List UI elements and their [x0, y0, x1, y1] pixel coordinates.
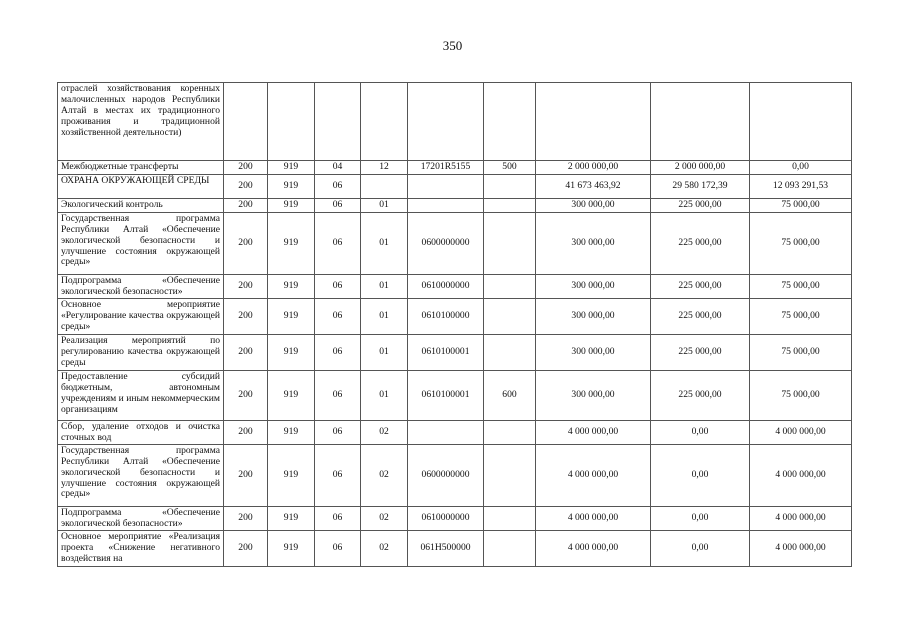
table-row — [58, 198, 852, 212]
row-amount-federal: 4 000 000,00 — [750, 506, 852, 530]
row-code-admin: 200 — [224, 530, 268, 566]
row-amount-federal: 75 000,00 — [750, 334, 852, 370]
table-row — [58, 420, 852, 444]
row-section: 06 — [315, 212, 361, 274]
row-expense-type — [484, 530, 536, 566]
row-expense-type — [484, 212, 536, 274]
row-amount-total: 300 000,00 — [536, 212, 651, 274]
row-target-article: 17201R5155 — [408, 161, 484, 175]
row-amount-regional: 0,00 — [651, 444, 750, 506]
row-expense-type — [484, 334, 536, 370]
row-code-ministry: 919 — [268, 334, 315, 370]
row-amount-regional: 2 000 000,00 — [651, 161, 750, 175]
row-amount-total: 300 000,00 — [536, 298, 651, 334]
row-expense-type: 600 — [484, 370, 536, 420]
row-target-article — [408, 83, 484, 161]
row-section: 06 — [315, 174, 361, 198]
row-code-admin: 200 — [224, 274, 268, 298]
row-amount-federal: 4 000 000,00 — [750, 444, 852, 506]
row-amount-regional: 225 000,00 — [651, 370, 750, 420]
row-amount-total: 300 000,00 — [536, 334, 651, 370]
row-amount-regional: 0,00 — [651, 420, 750, 444]
row-code-ministry: 919 — [268, 444, 315, 506]
row-name: Сбор, удаление отходов и очистка сточных вод — [58, 420, 224, 444]
row-amount-federal — [750, 83, 852, 161]
row-amount-regional: 225 000,00 — [651, 198, 750, 212]
row-amount-regional — [651, 83, 750, 161]
row-amount-total: 300 000,00 — [536, 370, 651, 420]
row-section: 06 — [315, 298, 361, 334]
row-subsection: 01 — [361, 198, 408, 212]
row-code-admin: 200 — [224, 420, 268, 444]
row-target-article: 0600000000 — [408, 444, 484, 506]
row-section — [315, 83, 361, 161]
row-subsection: 02 — [361, 530, 408, 566]
row-name: Реализация мероприятий по регулированию качества окружающей среды — [58, 334, 224, 370]
row-amount-regional: 225 000,00 — [651, 334, 750, 370]
row-amount-federal: 0,00 — [750, 161, 852, 175]
row-amount-total: 4 000 000,00 — [536, 444, 651, 506]
row-amount-federal: 75 000,00 — [750, 274, 852, 298]
row-target-article — [408, 174, 484, 198]
row-code-admin — [224, 83, 268, 161]
budget-table — [57, 82, 852, 567]
table-row — [58, 334, 852, 370]
row-amount-federal: 4 000 000,00 — [750, 530, 852, 566]
row-amount-federal: 12 093 291,53 — [750, 174, 852, 198]
row-amount-total: 300 000,00 — [536, 198, 651, 212]
table-row — [58, 174, 852, 198]
row-target-article — [408, 420, 484, 444]
row-code-admin: 200 — [224, 174, 268, 198]
row-code-admin: 200 — [224, 444, 268, 506]
row-section: 06 — [315, 370, 361, 420]
row-code-ministry: 919 — [268, 298, 315, 334]
row-target-article: 061Н500000 — [408, 530, 484, 566]
row-amount-regional: 225 000,00 — [651, 298, 750, 334]
row-target-article: 0610000000 — [408, 274, 484, 298]
row-target-article: 0610100001 — [408, 370, 484, 420]
row-subsection: 01 — [361, 274, 408, 298]
row-code-ministry: 919 — [268, 198, 315, 212]
table-row — [58, 444, 852, 506]
row-expense-type — [484, 198, 536, 212]
row-subsection — [361, 83, 408, 161]
table-row — [58, 506, 852, 530]
row-amount-total: 4 000 000,00 — [536, 420, 651, 444]
row-section: 06 — [315, 334, 361, 370]
row-amount-total — [536, 83, 651, 161]
row-section: 06 — [315, 198, 361, 212]
row-code-admin: 200 — [224, 161, 268, 175]
row-code-ministry: 919 — [268, 530, 315, 566]
row-code-admin: 200 — [224, 506, 268, 530]
row-amount-regional: 29 580 172,39 — [651, 174, 750, 198]
row-subsection: 01 — [361, 370, 408, 420]
row-subsection: 02 — [361, 420, 408, 444]
row-code-admin: 200 — [224, 334, 268, 370]
row-amount-federal: 75 000,00 — [750, 298, 852, 334]
row-target-article: 0610100001 — [408, 334, 484, 370]
row-name: Предоставление субсидий бюджетным, автономным учреждениям и иным некоммерческим организациям — [58, 370, 224, 420]
row-amount-total: 4 000 000,00 — [536, 506, 651, 530]
row-section: 06 — [315, 530, 361, 566]
row-amount-total: 300 000,00 — [536, 274, 651, 298]
row-amount-regional: 225 000,00 — [651, 212, 750, 274]
row-name: Экологический контроль — [58, 198, 224, 212]
row-amount-federal: 75 000,00 — [750, 198, 852, 212]
row-code-ministry — [268, 83, 315, 161]
table-row — [58, 161, 852, 175]
row-name: Подпрограмма «Обеспечение экологической безопасности» — [58, 274, 224, 298]
row-target-article: 0600000000 — [408, 212, 484, 274]
row-expense-type — [484, 506, 536, 530]
row-section: 06 — [315, 420, 361, 444]
row-amount-total: 4 000 000,00 — [536, 530, 651, 566]
row-name: Основное мероприятие «Реализация проекта «Снижение негативного воздействия на — [58, 530, 224, 566]
table-row — [58, 298, 852, 334]
row-subsection: 01 — [361, 334, 408, 370]
row-target-article — [408, 198, 484, 212]
row-name: Основное мероприятие «Регулирование качества окружающей среды» — [58, 298, 224, 334]
row-section: 06 — [315, 444, 361, 506]
row-amount-regional: 225 000,00 — [651, 274, 750, 298]
row-code-ministry: 919 — [268, 274, 315, 298]
row-code-admin: 200 — [224, 198, 268, 212]
row-amount-total: 41 673 463,92 — [536, 174, 651, 198]
row-name: ОХРАНА ОКРУЖАЮЩЕЙ СРЕДЫ — [58, 174, 224, 198]
row-expense-type — [484, 444, 536, 506]
row-code-ministry: 919 — [268, 174, 315, 198]
row-subsection: 01 — [361, 298, 408, 334]
row-amount-regional: 0,00 — [651, 506, 750, 530]
row-amount-federal: 4 000 000,00 — [750, 420, 852, 444]
row-target-article: 0610100000 — [408, 298, 484, 334]
row-code-ministry: 919 — [268, 161, 315, 175]
row-code-ministry: 919 — [268, 506, 315, 530]
row-section: 04 — [315, 161, 361, 175]
row-expense-type — [484, 174, 536, 198]
row-code-ministry: 919 — [268, 370, 315, 420]
row-subsection: 02 — [361, 444, 408, 506]
row-code-admin: 200 — [224, 298, 268, 334]
row-section: 06 — [315, 506, 361, 530]
row-expense-type: 500 — [484, 161, 536, 175]
row-subsection: 12 — [361, 161, 408, 175]
table-row — [58, 530, 852, 566]
row-code-admin: 200 — [224, 212, 268, 274]
row-section: 06 — [315, 274, 361, 298]
row-amount-total: 2 000 000,00 — [536, 161, 651, 175]
row-expense-type — [484, 83, 536, 161]
table-row — [58, 212, 852, 274]
row-expense-type — [484, 274, 536, 298]
row-name: Межбюджетные трансферты — [58, 161, 224, 175]
row-amount-federal: 75 000,00 — [750, 212, 852, 274]
row-name: Государственная программа Республики Алтай «Обеспечение экологической безопасности и улучшение состояния окружающей среды» — [58, 212, 224, 274]
row-expense-type — [484, 298, 536, 334]
budget-table-body — [58, 83, 852, 567]
row-code-ministry: 919 — [268, 212, 315, 274]
table-row — [58, 370, 852, 420]
row-subsection: 02 — [361, 506, 408, 530]
row-amount-federal: 75 000,00 — [750, 370, 852, 420]
row-code-ministry: 919 — [268, 420, 315, 444]
table-row — [58, 83, 852, 161]
page-number: 350 — [442, 38, 463, 53]
row-name: Государственная программа Республики Алтай «Обеспечение экологической безопасности и улучшение состояния окружающей среды» — [58, 444, 224, 506]
row-amount-regional: 0,00 — [651, 530, 750, 566]
row-expense-type — [484, 420, 536, 444]
row-subsection — [361, 174, 408, 198]
row-subsection: 01 — [361, 212, 408, 274]
table-row — [58, 274, 852, 298]
row-name: отраслей хозяйствования коренных малочисленных народов Республики Алтай в местах их традиционного проживания и традиционной хозяйственной деятельности) — [58, 83, 224, 161]
row-code-admin: 200 — [224, 370, 268, 420]
row-target-article: 0610000000 — [408, 506, 484, 530]
row-name: Подпрограмма «Обеспечение экологической безопасности» — [58, 506, 224, 530]
